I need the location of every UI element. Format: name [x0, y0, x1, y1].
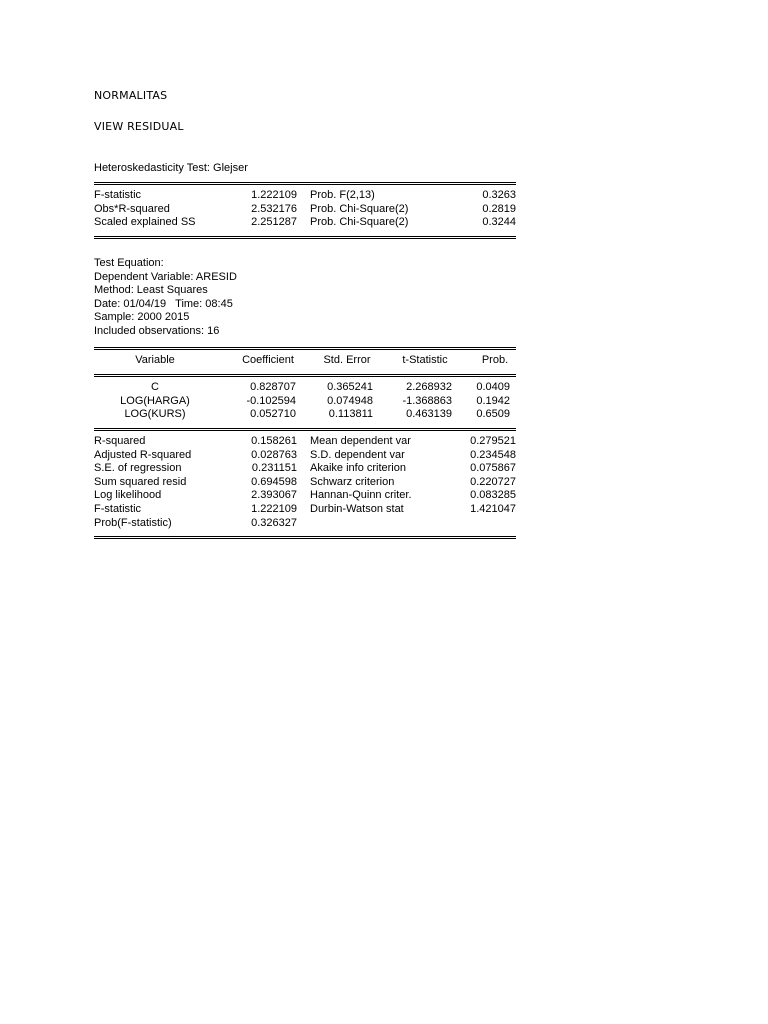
coef-bottom-rule	[94, 428, 516, 431]
summary-label: Sum squared resid	[94, 475, 187, 488]
section-subtitle: VIEW RESIDUAL	[94, 120, 184, 133]
coef-value: -0.102594	[246, 394, 296, 407]
stat-value: 2.251287	[251, 216, 297, 229]
stat-prob: 0.3263	[482, 189, 516, 201]
stat-label: Obs*R-squared	[94, 202, 170, 215]
coef-variable: C	[151, 381, 159, 393]
summary-value-right: 0.234548	[470, 448, 516, 461]
equation-info-line: Test Equation:	[94, 257, 164, 269]
coef-header-row	[94, 354, 516, 368]
stat-label: F-statistic	[94, 189, 142, 201]
stat-prob-label: Prob. F(2,13)	[310, 189, 375, 201]
summary-label: Adjusted R-squared	[94, 448, 192, 461]
coef-value: 2.268932	[406, 381, 452, 393]
coef-header-cell: Coefficient	[242, 354, 294, 366]
summary-value-right: 0.075867	[470, 462, 516, 475]
summary-value: 2.393067	[251, 489, 297, 502]
test-stats-table	[94, 189, 516, 231]
stat-prob: 0.2819	[482, 202, 516, 215]
summary-value: 0.028763	[251, 448, 297, 461]
coef-table-body	[94, 381, 516, 423]
summary-label-right: Schwarz criterion	[310, 475, 395, 488]
equation-info-line: Date: 01/04/19 Time: 08:45	[94, 297, 233, 310]
coef-value: -1.368863	[402, 394, 452, 407]
coef-variable: LOG(KURS)	[124, 408, 186, 421]
coef-value: 0.074948	[327, 394, 373, 407]
summary-value-right: 1.421047	[470, 503, 516, 515]
summary-value-right: 0.220727	[470, 475, 516, 488]
summary-label: Log likelihood	[94, 489, 162, 502]
summary-value: 0.158261	[251, 435, 297, 447]
summary-value: 0.326327	[251, 516, 297, 529]
coef-variable: LOG(HARGA)	[120, 394, 190, 407]
summary-label-right: Durbin-Watson stat	[310, 503, 404, 515]
top-double-rule	[94, 182, 516, 185]
coef-value: 0.0409	[476, 381, 510, 393]
bottom-double-rule	[94, 536, 516, 539]
coef-value: 0.365241	[327, 381, 373, 393]
coef-header-bottom-rule	[94, 374, 516, 377]
equation-info-line: Sample: 2000 2015	[94, 311, 190, 323]
summary-label: Prob(F-statistic)	[94, 516, 172, 529]
test-title: Heteroskedasticity Test: Glejser	[94, 162, 248, 174]
stat-label: Scaled explained SS	[94, 216, 196, 229]
stat-prob-label: Prob. Chi-Square(2)	[310, 216, 409, 229]
summary-label: F-statistic	[94, 503, 142, 515]
summary-value-right: 0.083285	[470, 489, 516, 502]
summary-label: R-squared	[94, 435, 146, 447]
coef-value: 0.113811	[328, 408, 373, 421]
equation-info-line: Dependent Variable: ARESID	[94, 270, 237, 283]
equation-info-line: Method: Least Squares	[94, 284, 208, 296]
summary-label-right: S.D. dependent var	[310, 448, 405, 461]
summary-value-right: 0.279521	[470, 435, 516, 447]
summary-value: 0.694598	[251, 475, 297, 488]
summary-label-right: Akaike info criterion	[310, 462, 406, 475]
coef-value: 0.052710	[250, 408, 296, 421]
summary-label-right: Hannan-Quinn criter.	[310, 489, 412, 502]
equation-info	[94, 257, 516, 338]
coef-value: 0.828707	[250, 381, 296, 393]
coef-header-cell: Std. Error	[323, 354, 371, 366]
coef-value: 0.463139	[406, 408, 452, 421]
coef-header-top-rule	[94, 347, 516, 350]
stat-value: 1.222109	[251, 189, 297, 201]
coef-header-cell: Prob.	[481, 354, 509, 366]
stat-prob: 0.3244	[482, 216, 516, 229]
stat-prob-label: Prob. Chi-Square(2)	[310, 202, 409, 215]
coef-value: 0.1942	[476, 394, 510, 407]
page-title: NORMALITAS	[94, 89, 168, 102]
summary-value: 0.231151	[251, 462, 297, 475]
coef-header-cell: Variable	[135, 354, 175, 366]
summary-label: S.E. of regression	[94, 462, 182, 475]
stat-value: 2.532176	[251, 202, 297, 215]
summary-table	[94, 435, 516, 531]
coef-value: 0.6509	[476, 408, 510, 421]
summary-label-right: Mean dependent var	[310, 435, 411, 447]
equation-info-line: Included observations: 16	[94, 324, 220, 337]
summary-value: 1.222109	[251, 503, 297, 515]
test-stats-double-rule	[94, 236, 516, 239]
coef-header-cell: t-Statistic	[402, 354, 448, 366]
